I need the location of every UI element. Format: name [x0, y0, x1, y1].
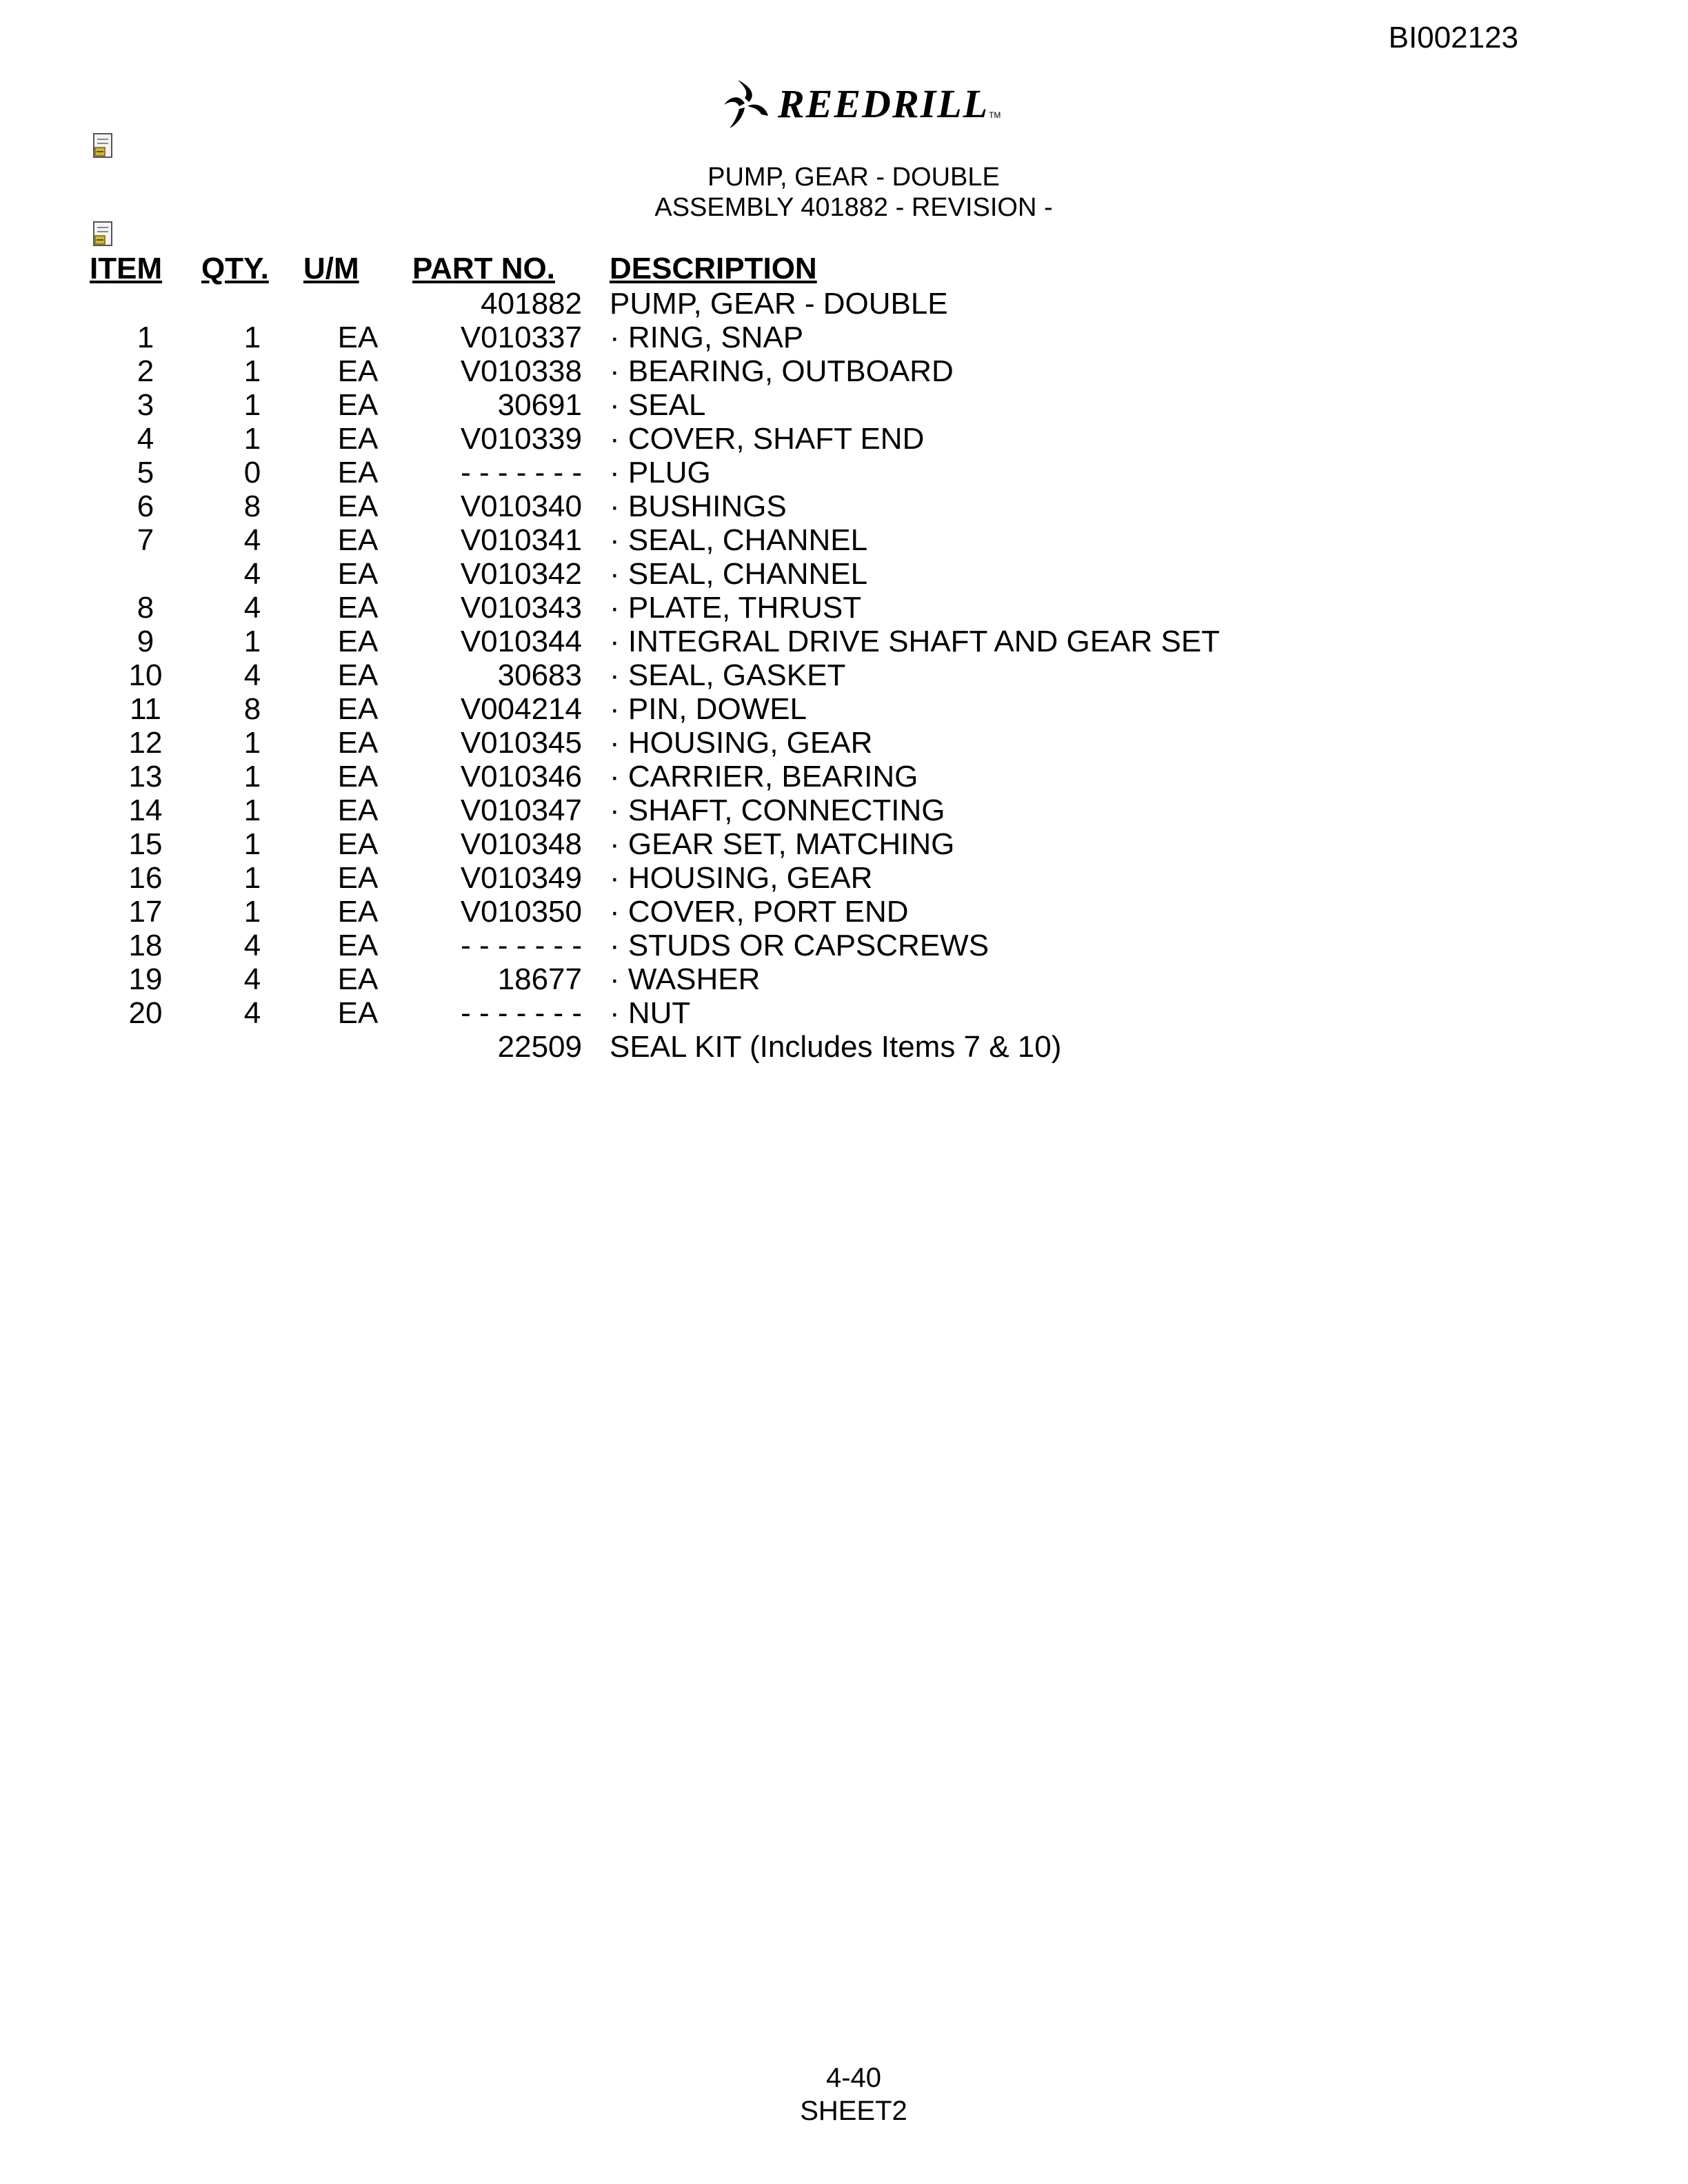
table-row	[90, 523, 1220, 557]
cell-um: EA	[337, 726, 379, 760]
cell-item: 7	[137, 523, 154, 557]
cell-item: 13	[128, 760, 163, 793]
cell-qty: 1	[243, 827, 261, 861]
cell-description: · SEAL	[610, 388, 706, 422]
cell-um: EA	[337, 625, 379, 658]
cell-qty: 4	[243, 557, 261, 591]
cell-um: EA	[337, 591, 379, 625]
cell-part-no: V010347	[460, 793, 582, 827]
table-row	[90, 1030, 1220, 1064]
table-row	[90, 760, 1220, 793]
cell-item: 19	[128, 962, 163, 996]
cell-part-no: V010342	[460, 557, 582, 591]
cell-um: EA	[337, 354, 379, 388]
cell-description: · COVER, SHAFT END	[610, 422, 925, 456]
page-number: 4-40	[825, 2063, 882, 2093]
cell-um: EA	[337, 321, 379, 354]
cell-description: · INTEGRAL DRIVE SHAFT AND GEAR SET	[610, 625, 1220, 658]
table-row	[90, 388, 1220, 422]
cell-um: EA	[337, 827, 379, 861]
cell-qty: 1	[243, 861, 261, 895]
cell-um	[303, 287, 412, 321]
cell-item: 6	[137, 489, 154, 523]
cell-description: PUMP, GEAR - DOUBLE	[610, 287, 948, 321]
cell-qty: 1	[243, 760, 261, 793]
assembly-subtitle: ASSEMBLY 401882 - REVISION -	[654, 193, 1053, 222]
cell-qty: 4	[243, 929, 261, 962]
cell-qty: 1	[243, 354, 261, 388]
cell-um: EA	[337, 523, 379, 557]
cell-qty: 4	[243, 523, 261, 557]
cell-description: · BUSHINGS	[610, 489, 787, 523]
cell-part-no: V004214	[460, 692, 582, 726]
cell-qty: 4	[243, 658, 261, 692]
cell-item: 9	[137, 625, 154, 658]
cell-description: · WASHER	[610, 962, 761, 996]
cell-um: EA	[337, 793, 379, 827]
table-row	[90, 861, 1220, 895]
cell-description: · SHAFT, CONNECTING	[610, 793, 945, 827]
cell-qty: 1	[243, 321, 261, 354]
cell-part-no: 18677	[497, 962, 582, 996]
logo-wordmark: REEDRILL	[778, 81, 989, 126]
cell-item: 14	[128, 793, 163, 827]
table-row	[90, 658, 1220, 692]
cell-item: 3	[137, 388, 154, 422]
cell-um: EA	[337, 658, 379, 692]
cell-item	[90, 287, 201, 321]
table-row	[90, 625, 1220, 658]
cell-description: SEAL KIT (Includes Items 7 & 10)	[610, 1030, 1062, 1064]
cell-description: · HOUSING, GEAR	[610, 861, 873, 895]
table-row	[90, 726, 1220, 760]
cell-qty: 4	[243, 591, 261, 625]
table-row	[90, 692, 1220, 726]
cell-description: · STUDS OR CAPSCREWS	[610, 929, 989, 962]
cell-item: 5	[137, 456, 154, 489]
table-row	[90, 456, 1220, 489]
parts-table-body	[90, 287, 1220, 1064]
cell-description: · GEAR SET, MATCHING	[610, 827, 955, 861]
cell-um: EA	[337, 489, 379, 523]
table-row	[90, 321, 1220, 354]
reedrill-swirl-icon	[717, 74, 775, 132]
cell-qty: 1	[243, 895, 261, 929]
cell-part-no: V010348	[460, 827, 582, 861]
cell-description: · BEARING, OUTBOARD	[610, 354, 954, 388]
document-title: PUMP, GEAR - DOUBLE	[707, 163, 1000, 192]
cell-item: 18	[128, 929, 163, 962]
cell-part-no: V010337	[460, 321, 582, 354]
cell-qty: 8	[243, 692, 261, 726]
cell-part-no: V010349	[460, 861, 582, 895]
header-part-no: PART NO.	[412, 251, 555, 285]
cell-description: · COVER, PORT END	[610, 895, 909, 929]
cell-description: · RING, SNAP	[610, 321, 804, 354]
cell-item: 11	[130, 692, 161, 726]
cell-qty: 1	[243, 726, 261, 760]
cell-item	[90, 1030, 201, 1064]
document-icon[interactable]	[91, 132, 117, 160]
cell-part-no: 30683	[497, 658, 582, 692]
table-row	[90, 287, 1220, 321]
reedrill-logo	[717, 74, 1001, 132]
cell-item: 12	[128, 726, 163, 760]
parts-table	[90, 250, 1220, 1064]
cell-item	[90, 557, 201, 591]
table-row	[90, 489, 1220, 523]
cell-part-no: - - - - - - -	[461, 456, 582, 489]
cell-um: EA	[337, 422, 379, 456]
cell-part-no: V010343	[460, 591, 582, 625]
cell-qty: 4	[243, 962, 261, 996]
cell-item: 15	[128, 827, 163, 861]
cell-um: EA	[337, 996, 379, 1030]
cell-part-no: V010350	[460, 895, 582, 929]
cell-description: · PIN, DOWEL	[610, 692, 807, 726]
table-header-row	[90, 250, 1220, 287]
cell-um: EA	[337, 456, 379, 489]
cell-qty: 1	[243, 625, 261, 658]
cell-part-no: - - - - - - -	[461, 929, 582, 962]
table-row	[90, 962, 1220, 996]
cell-description: · CARRIER, BEARING	[610, 760, 918, 793]
cell-item: 16	[128, 861, 163, 895]
header-qty: QTY.	[201, 251, 269, 285]
table-row	[90, 591, 1220, 625]
cell-description: · SEAL, CHANNEL	[610, 557, 868, 591]
cell-description: · PLUG	[610, 456, 711, 489]
header-item: ITEM	[90, 251, 163, 285]
cell-part-no: V010345	[460, 726, 582, 760]
cell-part-no: V010344	[460, 625, 582, 658]
table-row	[90, 557, 1220, 591]
header-um: U/M	[303, 251, 359, 285]
cell-description: · SEAL, CHANNEL	[610, 523, 868, 557]
cell-part-no: V010338	[460, 354, 582, 388]
table-row	[90, 996, 1220, 1030]
cell-part-no: - - - - - - -	[461, 996, 582, 1030]
table-row	[90, 827, 1220, 861]
cell-qty: 4	[243, 996, 261, 1030]
cell-description: · NUT	[610, 996, 691, 1030]
cell-description: · SEAL, GASKET	[610, 658, 846, 692]
cell-item: 2	[137, 354, 154, 388]
cell-item: 10	[128, 658, 163, 692]
cell-qty: 0	[243, 456, 261, 489]
cell-item: 1	[137, 321, 154, 354]
cell-item: 8	[137, 591, 154, 625]
cell-um: EA	[337, 557, 379, 591]
table-row	[90, 793, 1220, 827]
cell-item: 17	[128, 895, 163, 929]
document-icon[interactable]	[91, 221, 117, 248]
cell-item: 4	[137, 422, 154, 456]
trademark-mark: TM	[989, 110, 1001, 120]
cell-description: · HOUSING, GEAR	[610, 726, 873, 760]
table-row	[90, 354, 1220, 388]
cell-um: EA	[337, 692, 379, 726]
cell-qty	[201, 287, 303, 321]
cell-qty: 1	[243, 793, 261, 827]
sheet-label: SHEET2	[800, 2096, 907, 2126]
document-id: BI002123	[1388, 21, 1518, 54]
cell-qty: 8	[243, 489, 261, 523]
cell-um	[303, 1030, 412, 1064]
cell-um: EA	[337, 760, 379, 793]
table-row	[90, 422, 1220, 456]
cell-description: · PLATE, THRUST	[610, 591, 862, 625]
cell-part-no: V010339	[460, 422, 582, 456]
cell-qty: 1	[243, 422, 261, 456]
cell-qty	[201, 1030, 303, 1064]
table-row	[90, 929, 1220, 962]
cell-part-no: 30691	[497, 388, 582, 422]
cell-part-no: V010340	[460, 489, 582, 523]
header-description: DESCRIPTION	[610, 251, 817, 285]
cell-part-no: V010341	[460, 523, 582, 557]
cell-part-no: 401882	[481, 287, 582, 321]
cell-um: EA	[337, 962, 379, 996]
cell-um: EA	[337, 388, 379, 422]
cell-um: EA	[337, 929, 379, 962]
cell-um: EA	[337, 895, 379, 929]
cell-item: 20	[128, 996, 163, 1030]
cell-part-no: 22509	[497, 1030, 582, 1064]
table-row	[90, 895, 1220, 929]
cell-um: EA	[337, 861, 379, 895]
cell-part-no: V010346	[460, 760, 582, 793]
cell-qty: 1	[243, 388, 261, 422]
